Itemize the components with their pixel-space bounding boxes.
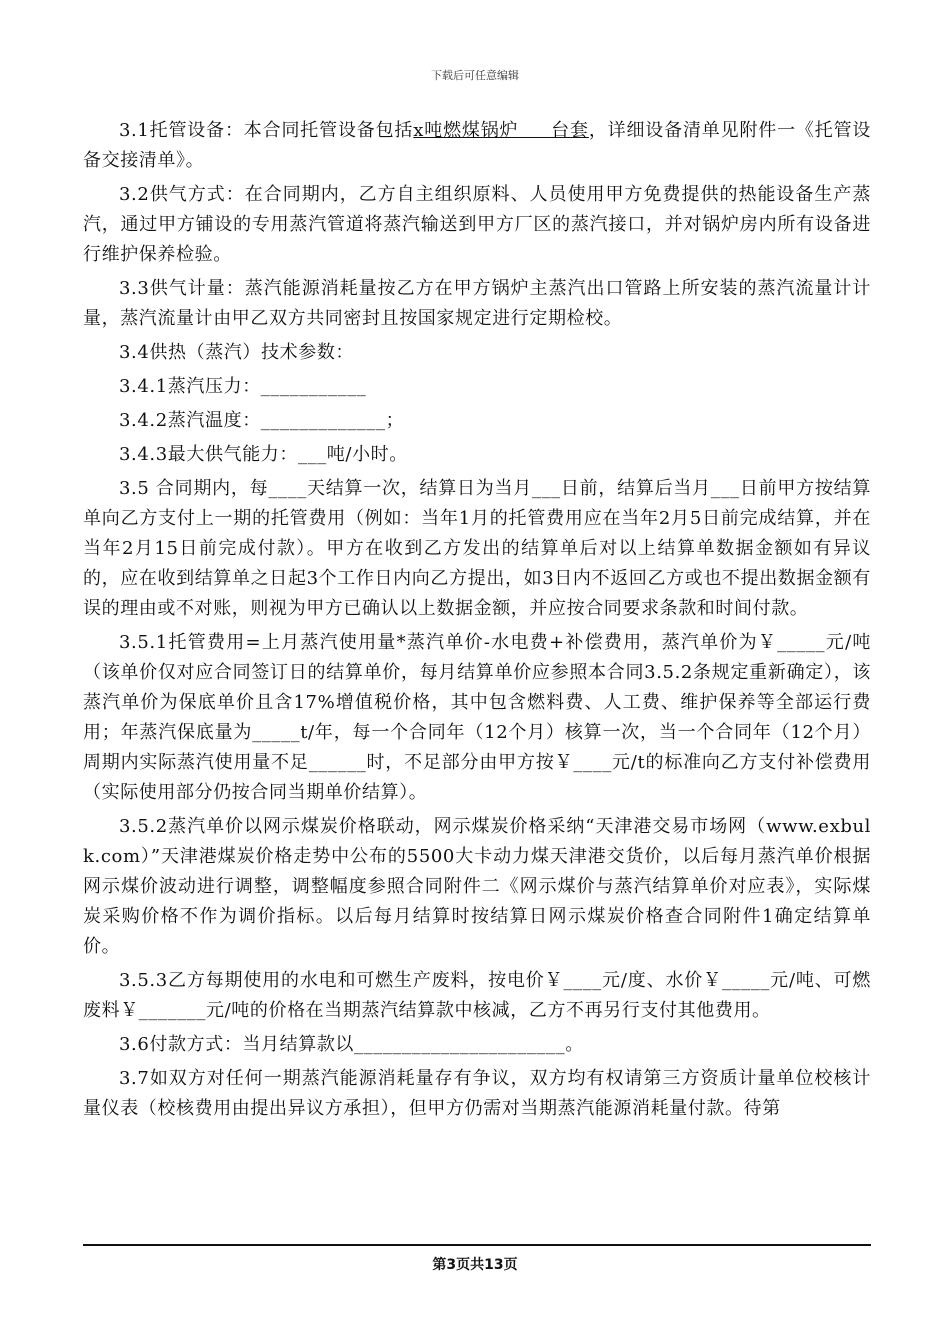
- clause-3-1-suffix: ，详细设备清单见附件一《托管设备交接清单》。: [83, 120, 872, 171]
- document-body: [83, 116, 871, 1128]
- clause-3-4-3: 3.4.3最大供气能力：___吨/小时。: [119, 444, 408, 465]
- clause-3-6: 3.6付款方式：当月结算款以______________________。: [119, 1034, 584, 1055]
- clause-3-5-1: 3.5.1托管费用=上月蒸汽使用量*蒸汽单价-水电费+补偿费用，蒸汽单价为￥_____元/吨（该单价仅对应合同签订日的结算单价，每月结算单价应参照本合同3.5.2条规定重新确定），该蒸汽单价为保底单价且含17%增值税价格，其中包含燃料费、人工费、维护保养等全部运行费用；年蒸汽保底量为_____t/年，每一个合同年（12个月）核算一次，当一个合同年（12个月）周期内实际蒸汽使用量不足______时，不足部分由甲方按￥____元/t的标准向乙方支付补偿费用（实际使用部分仍按合同当期单价结算）。: [83, 632, 871, 803]
- clause-3-2: 3.2供气方式：在合同期内，乙方自主组织原料、人员使用甲方免费提供的热能设备生产蒸汽，通过甲方铺设的专用蒸汽管道将蒸汽输送到甲方厂区的蒸汽接口，并对锅炉房内所有设备进行维护保养检验。: [83, 184, 871, 265]
- page-number: 第3页共13页: [432, 1257, 518, 1273]
- footer-divider: [83, 1244, 871, 1246]
- header-note: 下载后可任意编辑: [431, 69, 519, 82]
- clause-3-4-2: 3.4.2蒸汽温度：_____________；: [119, 410, 405, 431]
- clause-3-1-prefix: 3.1托管设备：本合同托管设备包括: [119, 120, 414, 141]
- clause-3-1: [83, 116, 871, 176]
- clause-3-7: 3.7如双方对任何一期蒸汽能源消耗量存有争议，双方均有权请第三方资质计量单位校核计量仪表（校核费用由提出异议方承担），但甲方仍需对当期蒸汽能源消耗量付款。待第: [83, 1068, 871, 1119]
- clause-3-4: 3.4供热（蒸汽）技术参数：: [119, 342, 355, 363]
- clause-3-4-1: 3.4.1蒸汽压力：___________: [119, 376, 367, 397]
- clause-3-1-underlined: x吨燃煤锅炉 台套: [413, 120, 589, 141]
- clause-3-3: 3.3供气计量：蒸汽能源消耗量按乙方在甲方锅炉主蒸汽出口管路上所安装的蒸汽流量计计量，蒸汽流量计由甲乙双方共同密封且按国家规定进行定期检校。: [83, 278, 871, 329]
- clause-3-5-2: 3.5.2蒸汽单价以网示煤炭价格联动，网示煤炭价格采纳“天津港交易市场网（www.exbulk.com）”天津港煤炭价格走势中公布的5500大卡动力煤天津港交货价，以后每月蒸汽单价根据网示煤价波动进行调整，调整幅度参照合同附件二《网示煤价与蒸汽结算单价对应表》，实际煤炭采购价格不作为调价指标。以后每月结算时按结算日网示煤炭价格查合同附件1确定结算单价。: [83, 816, 871, 957]
- clause-3-5: 3.5 合同期内，每____天结算一次，结算日为当月___日前，结算后当月___日前甲方按结算单向乙方支付上一期的托管费用（例如：当年1月的托管费用应在当年2月5日前完成结算，并在当年2月15日前完成付款）。甲方在收到乙方发出的结算单后对以上结算单数据金额如有异议的，应在收到结算单之日起3个工作日内向乙方提出，如3日内不返回乙方或也不提出数据金额有误的理由或不对账，则视为甲方已确认以上数据金额，并应按合同要求条款和时间付款。: [83, 478, 871, 619]
- clause-3-5-3: 3.5.3乙方每期使用的水电和可燃生产废料，按电价￥____元/度、水价￥_____元/吨、可燃废料￥_______元/吨的价格在当期蒸汽结算款中核减，乙方不再另行支付其他费用。: [83, 970, 871, 1021]
